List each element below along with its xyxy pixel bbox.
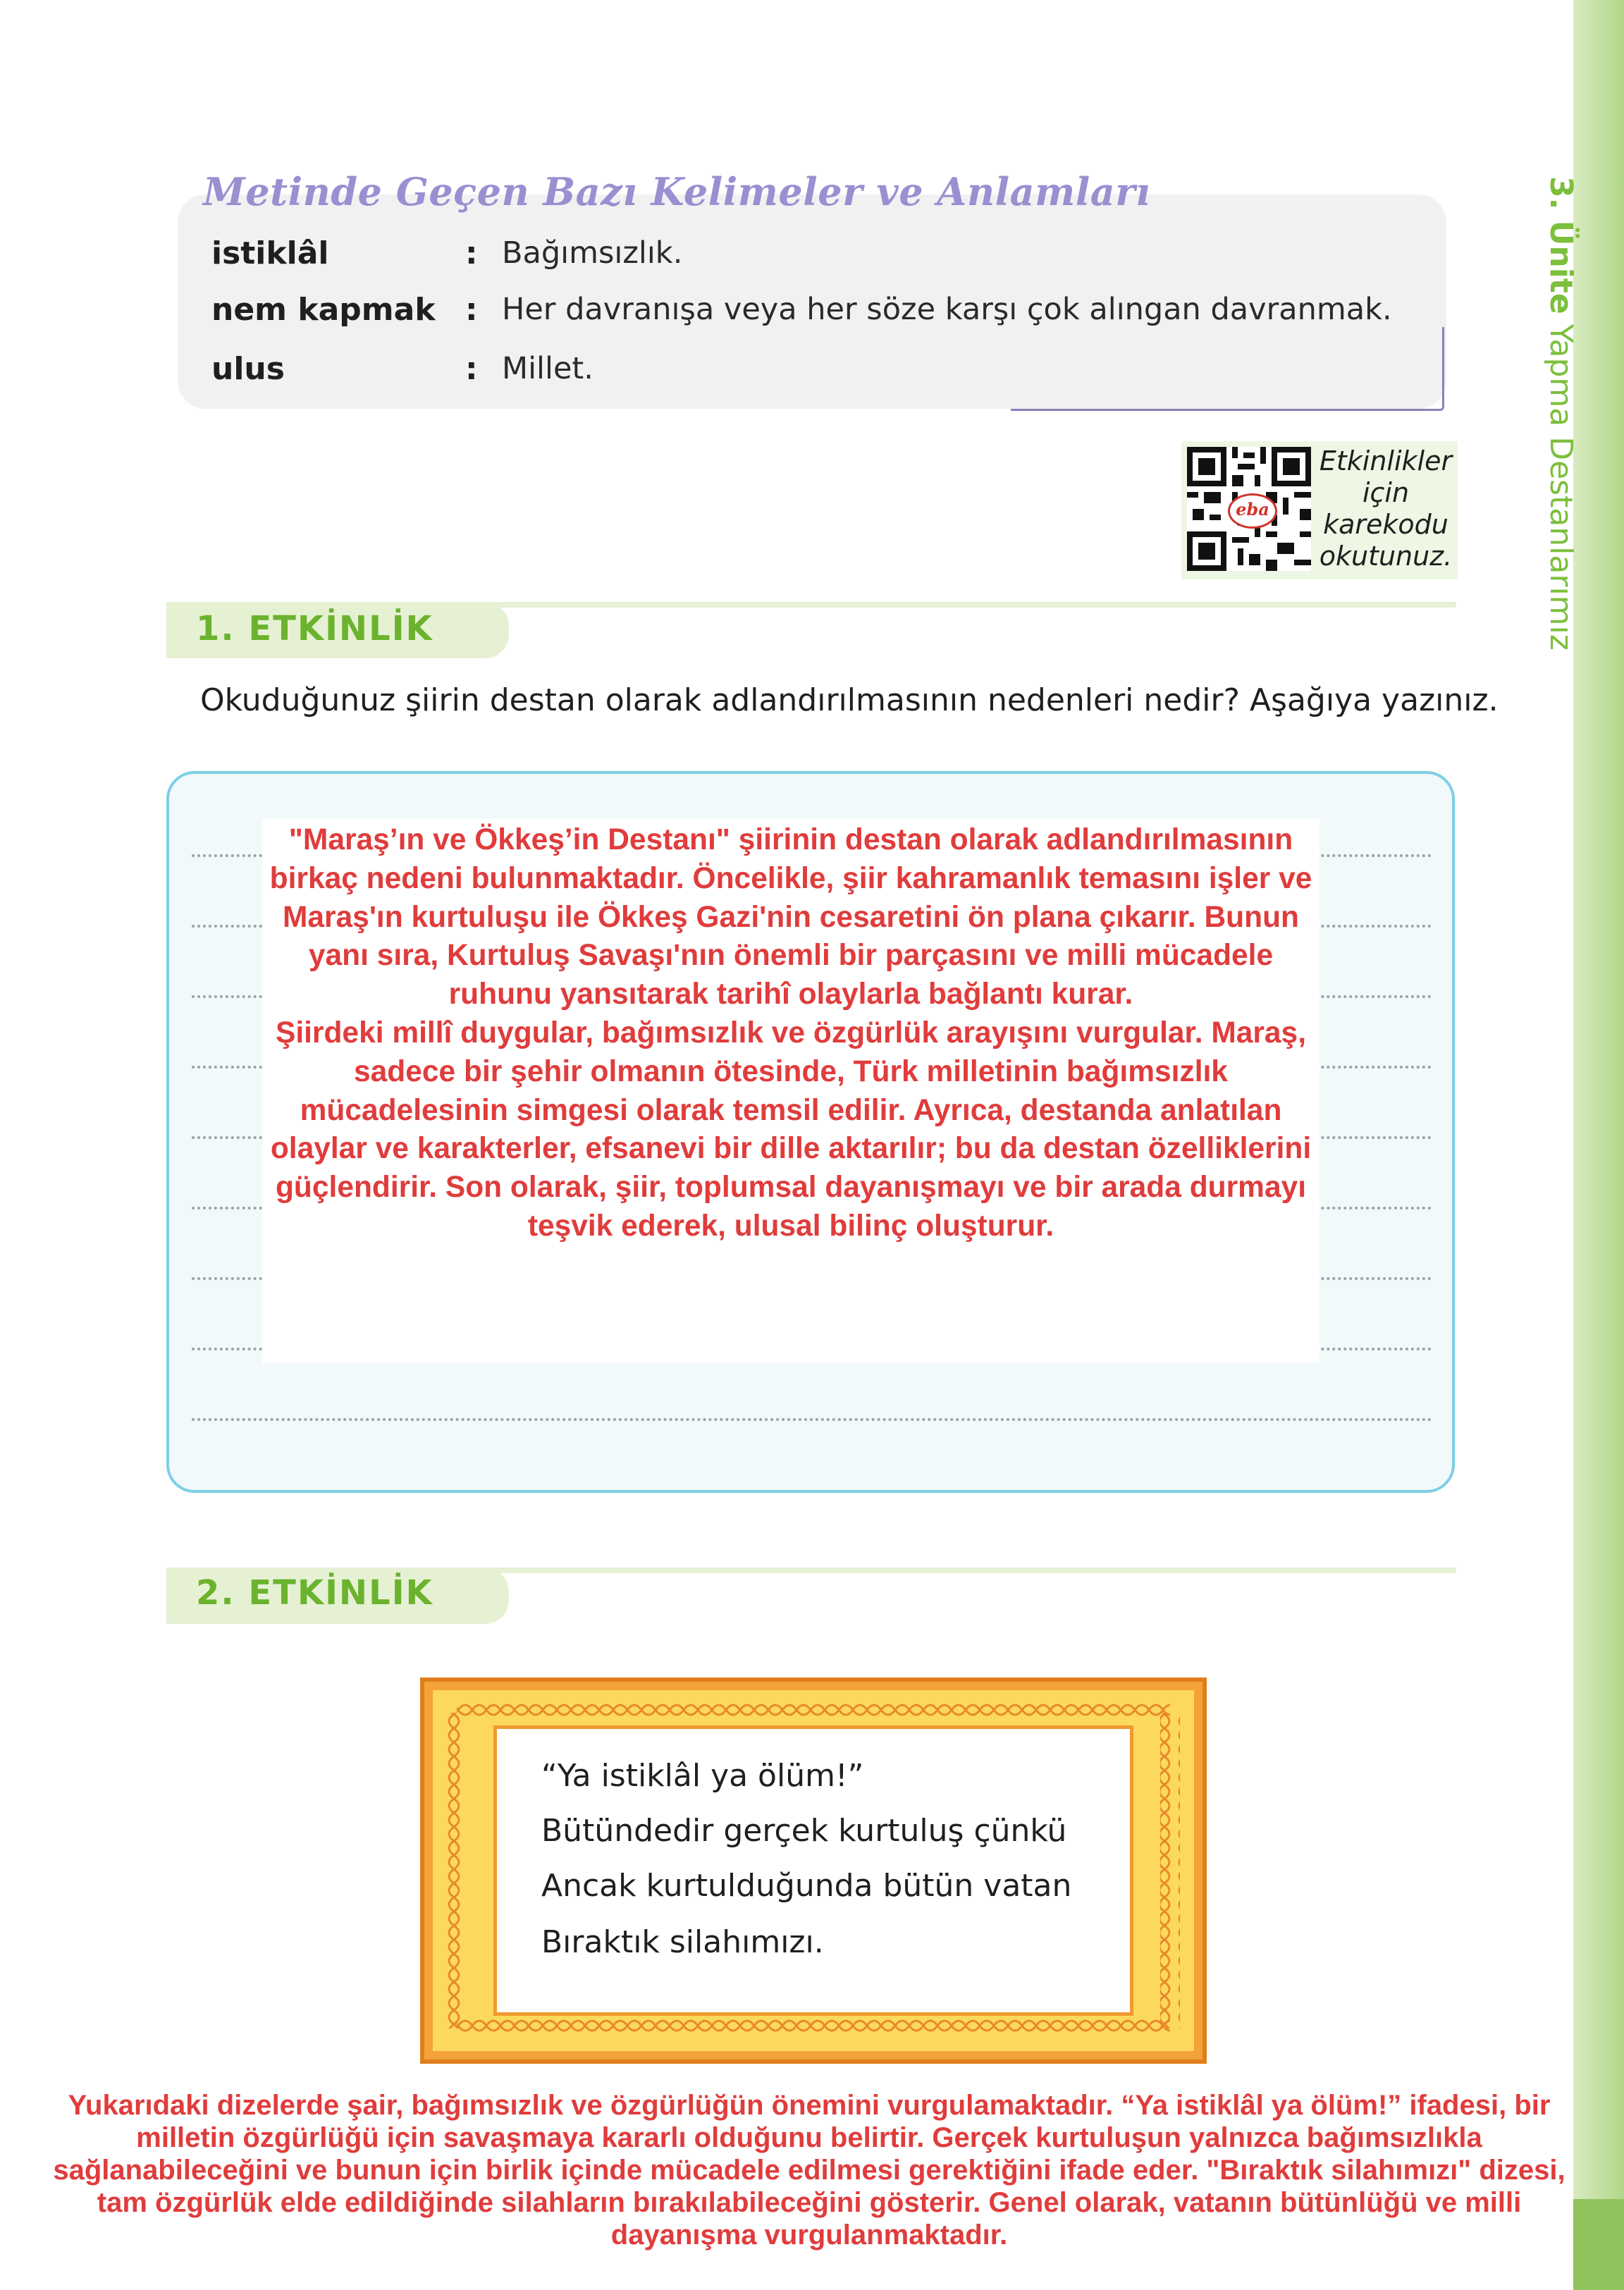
writing-line [192,1418,1432,1421]
answer-paragraph: Yukarıdaki dizelerde şair, bağımsızlık ve özgürlüğün önemini vurgulamaktadır. “Ya istiklâl ya ölüm!” ifadesi, bir milletin özgürlüğü için savaşmaya kararlı olduğunu belirtir. Gerçek kurtuluşun yalnızca bağımsızlıkla sağlanabileceğini ve bunun için birlik içinde mücadele edilmesi gerektiğini ifade eder. "Bıraktık silahımızı" dizesi, tam özgürlük elde edildiğinde silahların bırakılabileceğini gösterir. Genel olarak, vatanın bütünlüğü ve milli dayanışma vurgulanmaktadır. [53,2090,1565,2251]
unit-name: Yapma Destanlarımız [1543,324,1579,651]
activity1-question: Okuduğunuz şiirin destan olarak adlandırılmasının nedenleri nedir? Aşağıya yazınız. [200,682,1499,718]
poem-line: Bütündedir gerçek kurtuluş çünkü [541,1813,1067,1849]
answer-paragraph: Şiirdeki millî duygular, bağımsızlık ve özgürlük arayışını vurgular. Maraş, sadece bir şehir olmanın ötesinde, Türk milletinin bağımsızlık mücadelesinin simgesi olarak temsil edilir. Ayrıca, destanda anlatılan olaylar ve karakterler, efsanevi bir dille aktarılır; bu da destan özelliklerini güçlendirir. Son olarak, şiir, toplumsal dayanışmayı ve bir arada durmayı teşvik ederek, ulusal bilinç oluşturur. [270,1016,1312,1243]
page-number-tab [1573,2199,1624,2290]
vocab-term: ulus [211,351,285,387]
vocab-separator: : [465,351,478,387]
qr-caption: Etkinlikler için karekodu okutunuz. [1319,445,1453,572]
activity2-title: 2. ETKİNLİK [196,1573,433,1613]
vocab-meaning: Millet. [502,351,593,386]
eba-logo: eba [1228,493,1277,529]
activity1-title: 1. ETKİNLİK [196,609,433,648]
vocab-term: istiklâl [211,235,329,271]
answer-paragraph: "Maraş’ın ve Ökkeş’in Destanı" şiirinin destan olarak adlandırılmasının birkaç nedeni bulunmaktadır. Öncelikle, şiir kahramanlık temasını işler ve Maraş'ın kurtuluşu ile Ökkeş Gazi'nin cesaretini ön plana çıkarır. Bunun yanı sıra, Kurtuluş Savaşı'nın önemli bir parçasını ve milli mücadele ruhunu yansıtarak tarihî olaylarla bağlantı kurar. [269,823,1312,1011]
vocab-meaning: Her davranışa veya her söze karşı çok alıngan davranmak. [502,292,1392,327]
poem-line: “Ya istiklâl ya ölüm!” [541,1758,864,1794]
vocab-separator: : [465,292,478,328]
vocab-term: nem kapmak [211,292,436,328]
activity1-answer [262,821,1320,1246]
vocab-meaning: Bağımsızlık. [502,235,683,271]
unit-label [1537,176,1579,670]
poem-line: Bıraktık silahımızı. [541,1924,824,1960]
vocabulary-box-corner-line [1011,327,1444,411]
vocab-separator: : [465,235,478,271]
vocabulary-title: Metinde Geçen Bazı Kelimeler ve Anlamları [203,169,1151,214]
poem-line: Ancak kurtulduğunda bütün vatan [541,1868,1072,1904]
activity2-answer [42,2089,1576,2251]
side-strip [1573,0,1624,2290]
unit-number: 3. Ünite [1543,176,1579,314]
